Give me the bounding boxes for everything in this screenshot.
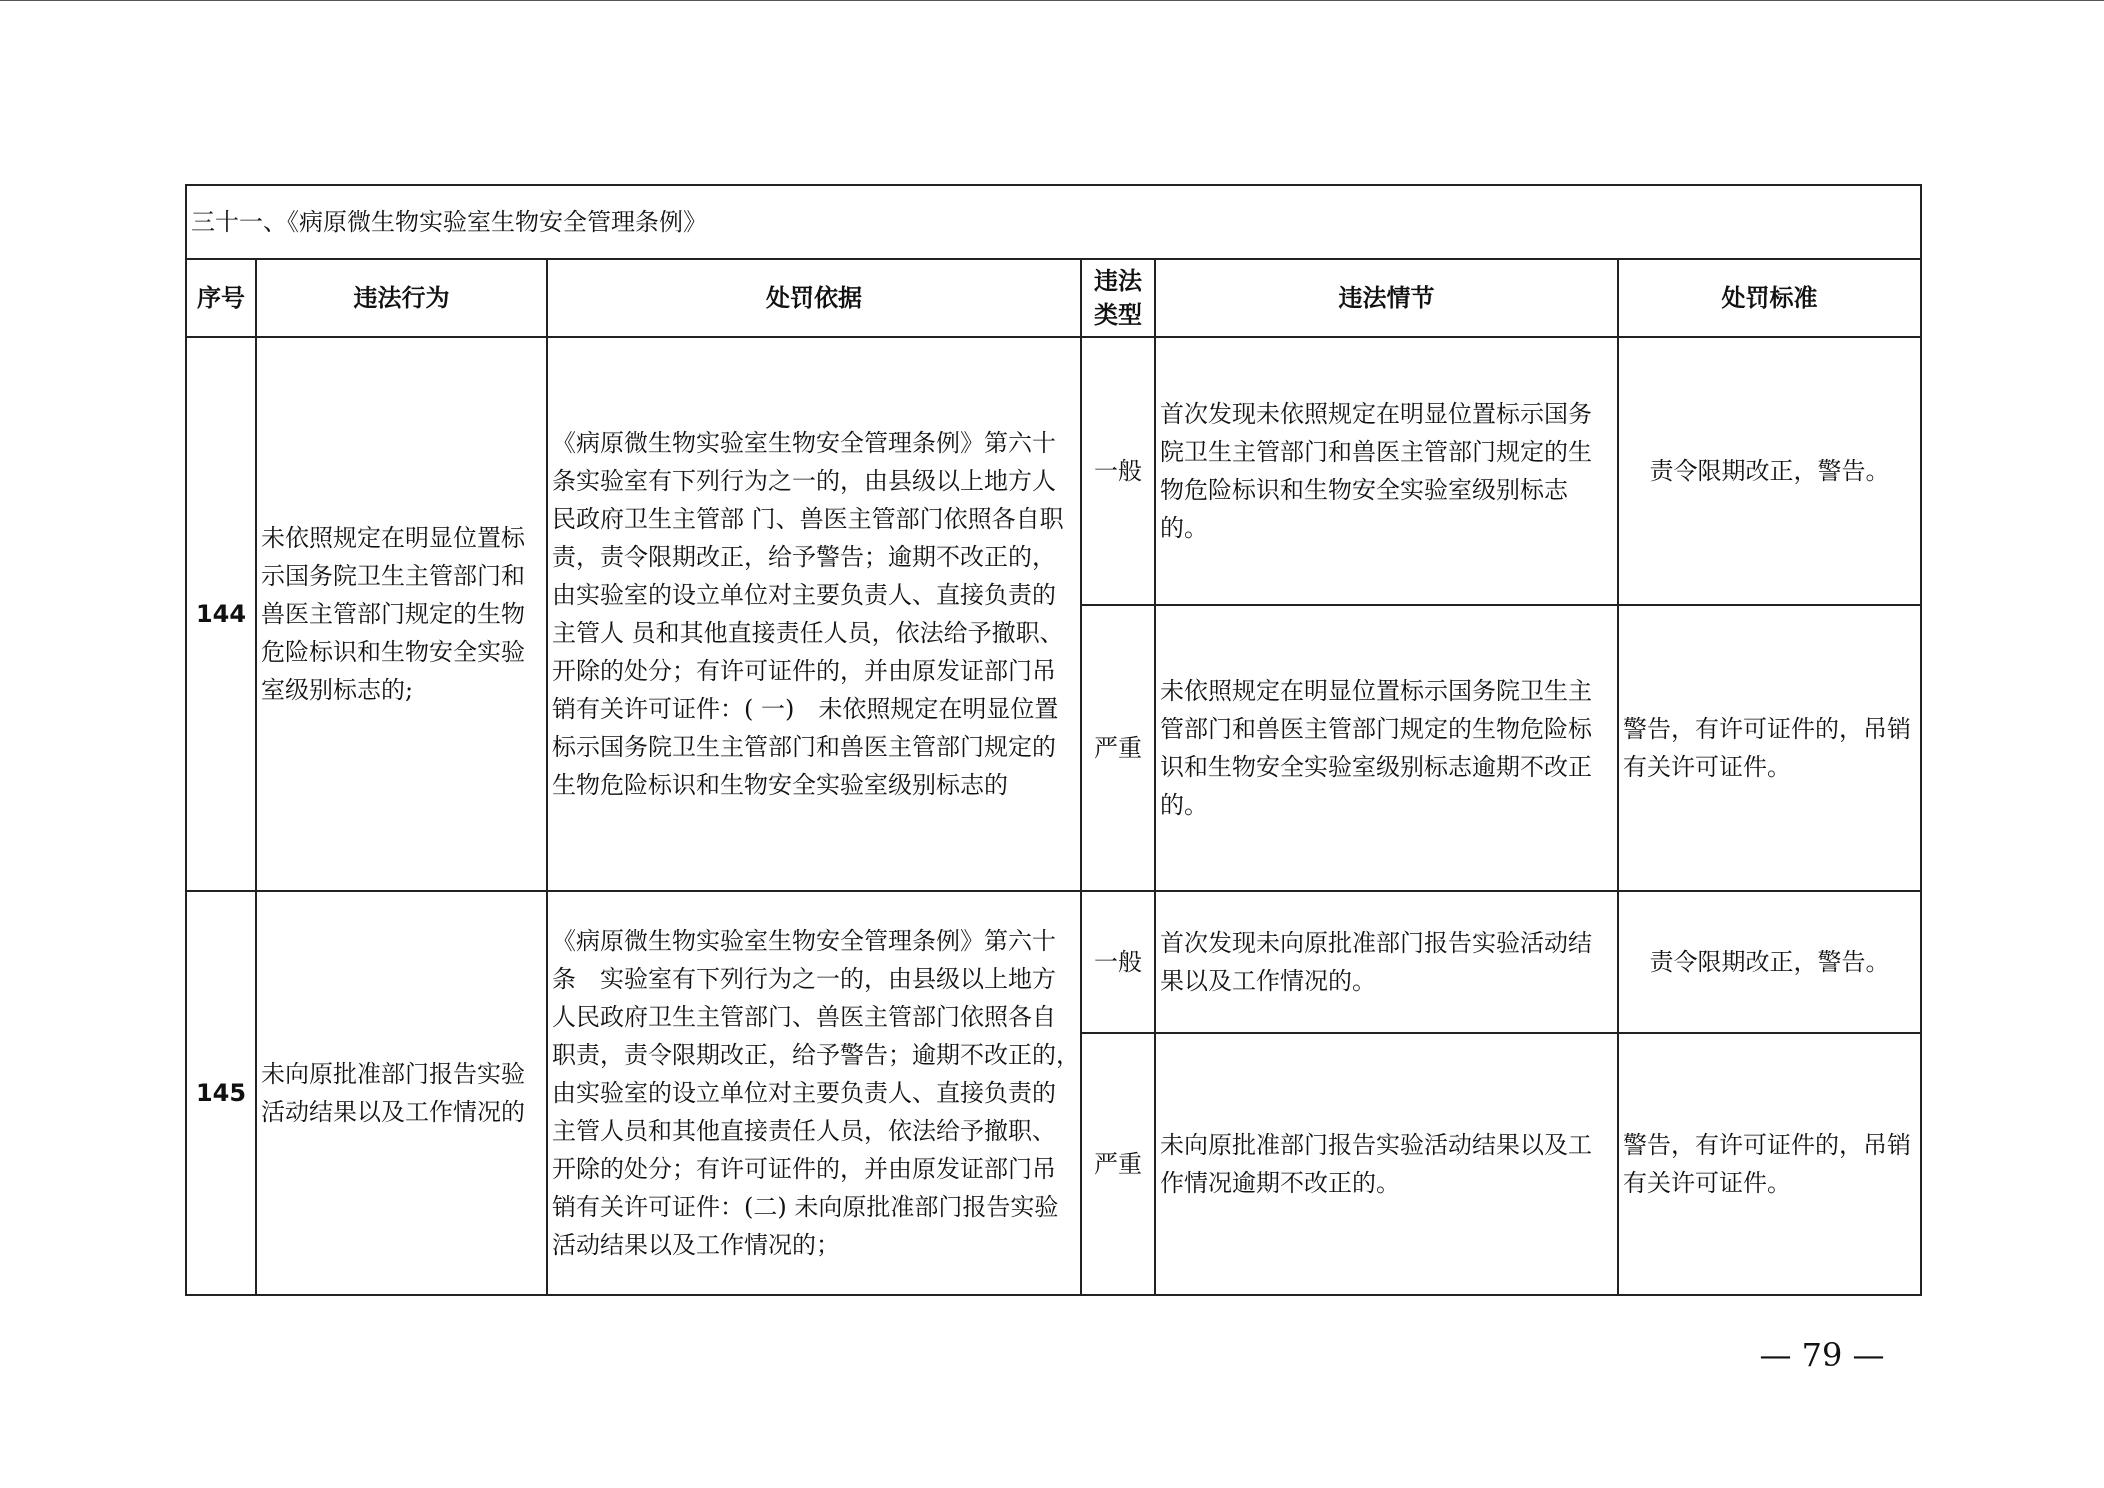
- header-circumstance: 违法情节: [1155, 259, 1618, 337]
- page-top-border: [0, 0, 2104, 1]
- row-basis: 《病原微生物实验室生物安全管理条例》第六十条 实验室有下列行为之一的，由县级以上地方人民政府卫生主管部门、兽医主管部门依照各自职责，责令限期改正，给予警告；逾期不改正的， 由实验室的设立单位对主要负责人、直接负责的主管人员和其他直接责任人员，依法给予撤职、开除的处分；有许可证件的，并由原发证部门吊销有关许可证件：(二) 未向原批准部门报告实验活动结果以及工作情况的；: [547, 891, 1081, 1295]
- penalty-table: [185, 184, 1922, 1296]
- row-serious-circumstance: 未依照规定在明显位置标示国务院卫生主管部门和兽医主管部门规定的生物危险标识和生物安全实验室级别标志逾期不改正的。: [1155, 605, 1618, 891]
- section-title-row: [186, 185, 1921, 259]
- row-general-type: 一般: [1081, 891, 1155, 1033]
- page-number: — 79 —: [1759, 1336, 1885, 1374]
- header-standard: 处罚标准: [1618, 259, 1921, 337]
- header-row: [186, 259, 1921, 337]
- row-general-standard: 责令限期改正，警告。: [1618, 337, 1921, 605]
- row-general-standard: 责令限期改正，警告。: [1618, 891, 1921, 1033]
- header-seq: 序号: [186, 259, 256, 337]
- row-serious-type: 严重: [1081, 1033, 1155, 1295]
- row-basis: 《病原微生物实验室生物安全管理条例》第六十条实验室有下列行为之一的，由县级以上地方人民政府卫生主管部 门、兽医主管部门依照各自职责，责令限期改正，给予警告；逾期不改正的，由实验室的设立单位对主要负责人、直接负责的主管人 员和其他直接责任人员，依法给予撤职、开除的处分；有许可证件的，并由原发证部门吊销有关许可证件：( 一) 未依照规定在明显位置标示国务院卫生主管部门和兽医主管部门规定的生物危险标识和生物安全实验室级别标志的: [547, 337, 1081, 891]
- row-serious-type: 严重: [1081, 605, 1155, 891]
- row-serious-standard: 警告，有许可证件的，吊销有关许可证件。: [1618, 1033, 1921, 1295]
- header-basis: 处罚依据: [547, 259, 1081, 337]
- row-seq: 144: [186, 337, 256, 891]
- table-row: [186, 337, 1921, 605]
- header-act: 违法行为: [256, 259, 547, 337]
- row-act: 未依照规定在明显位置标示国务院卫生主管部门和兽医主管部门规定的生物危险标识和生物安全实验室级别标志的;: [256, 337, 547, 891]
- row-general-type: 一般: [1081, 337, 1155, 605]
- row-general-circumstance: 首次发现未依照规定在明显位置标示国务院卫生主管部门和兽医主管部门规定的生物危险标识和生物安全实验室级别标志的。: [1155, 337, 1618, 605]
- table-row: [186, 891, 1921, 1033]
- row-serious-circumstance: 未向原批准部门报告实验活动结果以及工作情况逾期不改正的。: [1155, 1033, 1618, 1295]
- section-title: 三十一、《病原微生物实验室生物安全管理条例》: [186, 185, 1921, 259]
- header-type: 违法类型: [1081, 259, 1155, 337]
- row-act: 未向原批准部门报告实验活动结果以及工作情况的: [256, 891, 547, 1295]
- row-general-circumstance: 首次发现未向原批准部门报告实验活动结果以及工作情况的。: [1155, 891, 1618, 1033]
- row-seq: 145: [186, 891, 256, 1295]
- row-serious-standard: 警告，有许可证件的，吊销有关许可证件。: [1618, 605, 1921, 891]
